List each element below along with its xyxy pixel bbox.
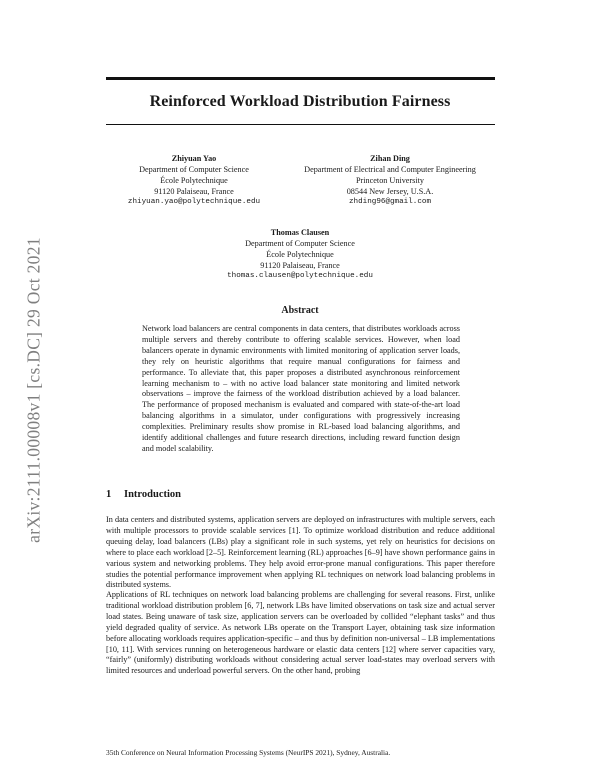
author-email: zhding96@gmail.com	[348, 198, 432, 206]
author-name: Zhiyuan Yao	[171, 154, 217, 163]
author-dept: Department of Computer Science	[139, 165, 249, 174]
author-email: thomas.clausen@polytechnique.edu	[227, 272, 373, 280]
author-name: Zihan Ding	[370, 154, 410, 163]
author-dept: Department of Computer Science	[245, 239, 355, 248]
author-dept: Department of Electrical and Computer Engineering	[304, 165, 476, 174]
author-addr: 08544 New Jersey, U.S.A.	[346, 187, 434, 196]
author-addr: 91120 Palaiseau, France	[260, 261, 340, 270]
body-paragraph: Applications of RL techniques on network load balancing problems are challenging for several reasons. First, unlike traditional workload distribution problem [6, 7], network LBs have limited observations on task size and actual server load states. Being unaware of task size, application servers can be overloaded by collided “elephant tasks” and thus yield degraded quality of service. As network LBs operate on the Transport Layer, obtaining task size information before allocating workloads requires application-specific – and thus by definition non-universal – LB implementations [10, 11]. With services running on heterogeneous hardware or elastic data centers [12] where server capacities vary, “fairly” (uniformly) distributing workloads without considering actual server load-states may overload servers with limited resources and underload powerful servers. On the other hand, probing	[106, 590, 495, 676]
section-number: 1	[106, 489, 112, 500]
arxiv-stamp-text: arXiv:2111.00008v1 [cs.DC] 29 Oct 2021	[23, 237, 44, 543]
title-rule-top	[106, 77, 495, 80]
author-block	[200, 227, 400, 282]
abstract-heading: Abstract	[281, 305, 319, 316]
author-inst: École Polytechnique	[160, 176, 228, 185]
author-block	[104, 153, 284, 208]
author-email: zhiyuan.yao@polytechnique.edu	[127, 198, 261, 206]
abstract-text: Network load balancers are central components in data centers, that distributes workloads across multiple servers and thereby contribute to offering scalable services. However, when load balancers operate in dynamic environments with limited monitoring of application server loads, they rely on heuristic algorithms that require manual configurations for fairness and performance. To alleviate that, this paper proposes a distributed asynchronous reinforcement learning mechanism to – with no active load balancer state monitoring and limited network observations – improve the fairness of the workload distribution achieved by a load balancer. The performance of proposed mechanism is evaluated and compared with state-of-the-art load balancing algorithms in a simulator, under configurations with progressively increasing complexities. Preliminary results show promise in RL-based load balancing algorithms, and identify additional challenges and future research directions, including reward function design and model scalability.	[142, 324, 460, 453]
author-addr: 91120 Palaiseau, France	[154, 187, 234, 196]
paper-title: Reinforced Workload Distribution Fairness	[149, 93, 451, 110]
body-paragraph: In data centers and distributed systems, application servers are deployed on infrastructures with multiple servers, each with multiple processors to provide scalable services [1]. To optimize workload distribution and reduce additional queuing delay, load balancers (LBs) play a significant role in such systems, yet rely on heuristics for decisions on where to place each workload [2–5]. Reinforcement learning (RL) approaches [6–9] have shown performance gains in various system and networking problems. They help avoid error-prone manual configurations. This paper therefore studies the potential performance improvement when applying RL techniques on network load balancing problems in distributed systems.	[106, 515, 495, 590]
title-rule-bottom	[106, 124, 495, 125]
author-name: Thomas Clausen	[270, 228, 330, 237]
author-inst: École Polytechnique	[266, 250, 334, 259]
author-inst: Princeton University	[356, 176, 424, 185]
section-heading	[106, 489, 181, 500]
author-block	[270, 153, 510, 208]
section-title-text: Introduction	[124, 489, 181, 500]
conference-footnote: 35th Conference on Neural Information Processing Systems (NeurIPS 2021), Sydney, Australia.	[106, 748, 391, 757]
